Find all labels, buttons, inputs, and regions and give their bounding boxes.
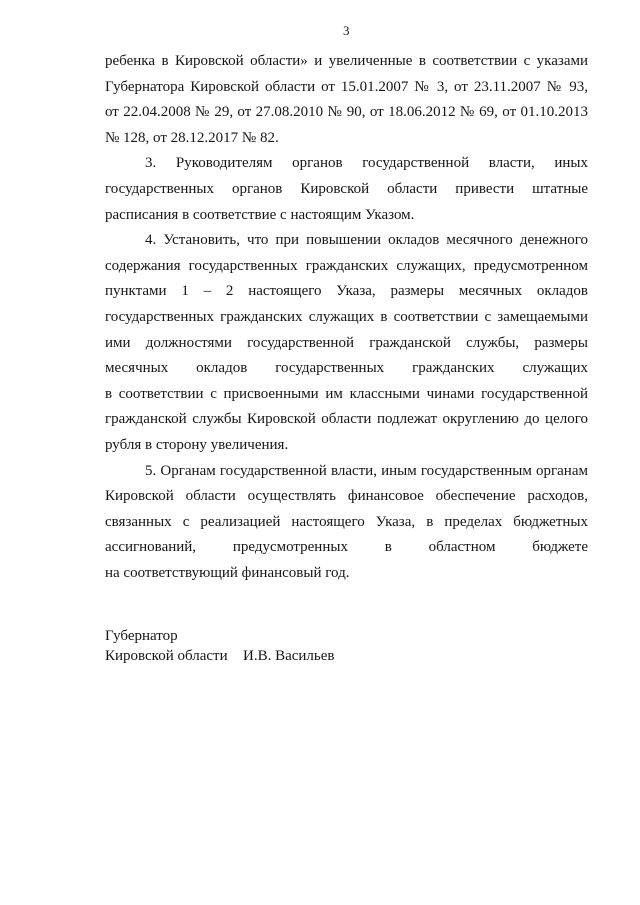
text-line: от 22.04.2008 № 29, от 27.08.2010 № 90, от 18.06.2012 № 69, от 01.10.2013 <box>105 104 588 121</box>
text-line: государственных органов Кировской области привести штатные <box>105 180 588 197</box>
text-line: связанных с реализацией настоящего Указа, в пределах бюджетных <box>105 513 588 530</box>
text-line: ребенка в Кировской области» и увеличенные в соответствии с указами <box>105 53 588 69</box>
paragraph-item-4 <box>105 228 588 458</box>
signatory-name: И.В. Васильев <box>243 648 335 664</box>
text-line: месячных окладов государственных гражданских служащих <box>105 360 588 377</box>
text-line: пунктами 1 – 2 настоящего Указа, размеры месячных окладов <box>105 283 588 300</box>
text-line: ими должностями государственной гражданской службы, размеры <box>105 334 588 351</box>
text-line: государственных гражданских служащих в соответствии с замещаемыми <box>105 308 588 325</box>
text-line: рубля в сторону увеличения. <box>105 436 289 453</box>
paragraph-continuation <box>105 49 588 151</box>
paragraph-item-3 <box>105 151 588 228</box>
text-line: на соответствующий финансовый год. <box>105 564 350 581</box>
text-line: в соответствии с присвоенными им классными чинами государственной <box>105 385 588 402</box>
signatory-region-line <box>105 646 405 666</box>
signature-block <box>105 626 405 666</box>
paragraph-item-5 <box>105 459 588 587</box>
text-line: Губернатора Кировской области от 15.01.2007 № 3, от 23.11.2007 № 93, <box>105 78 588 95</box>
text-line: расписания в соответствие с настоящим Указом. <box>105 206 415 223</box>
signatory-region: Кировской области <box>105 648 228 664</box>
text-line: содержания государственных гражданских служащих, предусмотренном <box>105 257 588 274</box>
text-line: 5. Органам государственной власти, иным государственным органам <box>145 462 588 479</box>
text-line: ассигнований, предусмотренных в областном бюджете <box>105 539 588 556</box>
text-line: 3. Руководителям органов государственной власти, иных <box>145 155 588 172</box>
text-line: № 128, от 28.12.2017 № 82. <box>105 129 279 146</box>
signatory-position: Губернатор <box>105 628 178 644</box>
document-body <box>105 49 588 586</box>
text-line: гражданской службы Кировской области подлежат округлению до целого <box>105 411 588 428</box>
page-number: 3 <box>343 23 350 38</box>
text-line: 4. Установить, что при повышении окладов месячного денежного <box>145 232 588 249</box>
text-line: Кировской области осуществлять финансовое обеспечение расходов, <box>105 488 588 505</box>
